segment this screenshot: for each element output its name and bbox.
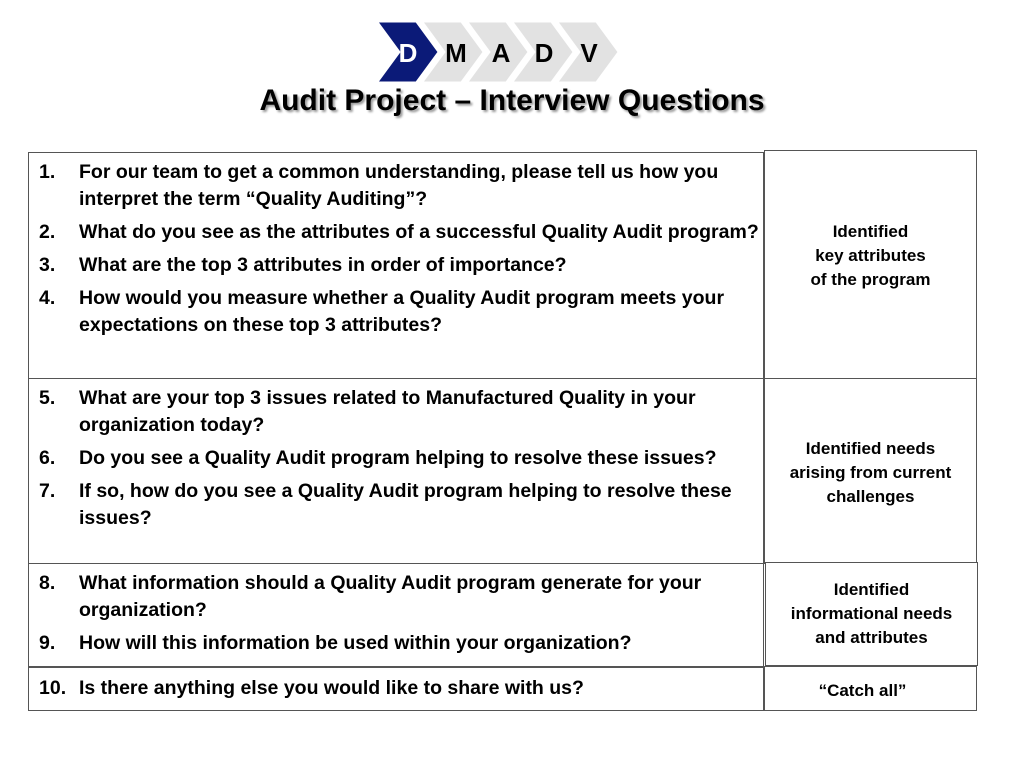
phase-label: D [534, 38, 554, 68]
question-item: 2. What do you see as the attributes of a successful Quality Audit program? [39, 221, 759, 243]
question-item: 4. How would you measure whether a Quality Audit program meets your expectations on these top 3 attributes? [39, 287, 725, 336]
summary-box-3: Identified informational needs and attributes [765, 562, 978, 666]
question-item: 7. If so, how do you see a Quality Audit program helping to resolve these issues? [39, 480, 732, 529]
phase-label: M [445, 38, 467, 68]
question-item: 6. Do you see a Quality Audit program helping to resolve these issues? [39, 447, 717, 469]
question-item: 5. What are your top 3 issues related to Manufactured Quality in your organization today? [39, 387, 696, 436]
question-item: 1. For our team to get a common understanding, please tell us how you interpret the term “Quality Auditing”? [39, 161, 719, 210]
phase-label: D [398, 38, 418, 68]
page-title: Audit Project – Interview Questions [259, 84, 765, 117]
question-group-4 [28, 667, 764, 711]
question-item: 10. Is there anything else you would like to share with us? [39, 677, 584, 699]
phase-label: A [491, 38, 511, 68]
dmadv-chevron-bar [378, 22, 623, 82]
phase-label: V [580, 38, 598, 68]
question-item: 8. What information should a Quality Audit program generate for your organization? [39, 572, 702, 621]
question-group-2 [28, 378, 764, 564]
summary-box-1: Identified key attributes of the program [764, 150, 977, 379]
question-group-1 [28, 152, 764, 379]
question-item: 3. What are the top 3 attributes in order of importance? [39, 254, 567, 276]
question-group-3 [28, 563, 764, 667]
question-item: 9. How will this information be used within your organization? [39, 632, 632, 654]
summary-box-2: Identified needs arising from current challenges [764, 378, 977, 564]
summary-box-4: “Catch all” [764, 666, 977, 711]
